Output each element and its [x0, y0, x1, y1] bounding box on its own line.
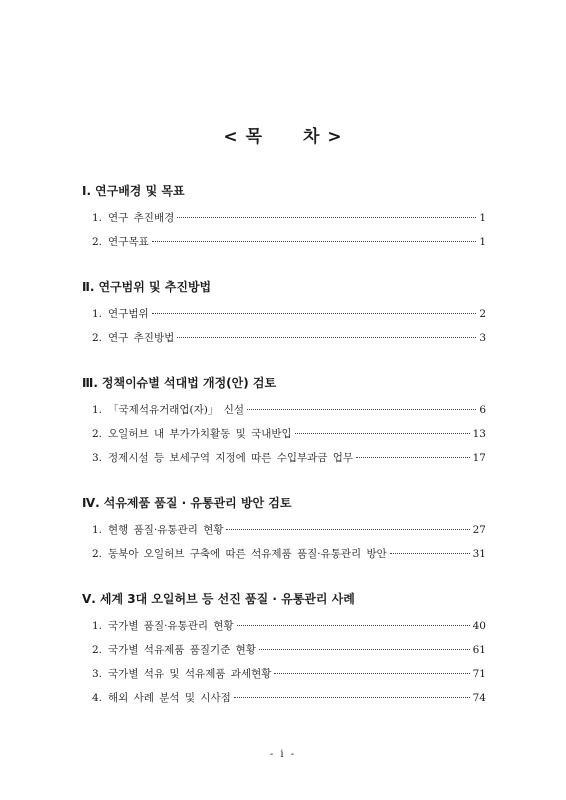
entry-title: 연구범위: [108, 308, 149, 320]
entry-page-number: 74: [472, 692, 486, 704]
dot-leader: [152, 313, 477, 314]
entry-page-number: 13: [472, 428, 486, 440]
toc-entry[interactable]: [82, 326, 486, 350]
toc-entry[interactable]: [82, 206, 486, 230]
dot-leader: [237, 625, 470, 626]
section-number: Ⅰ.: [82, 184, 92, 198]
entry-page-number: 17: [472, 452, 486, 464]
section-number: Ⅲ.: [82, 376, 98, 390]
entry-title: 연구목표: [108, 236, 149, 248]
entry-page-number: 6: [479, 404, 486, 416]
dot-leader: [356, 457, 470, 458]
dot-leader: [274, 673, 469, 674]
dot-leader: [247, 409, 476, 410]
dot-leader: [234, 697, 470, 698]
section-heading: [82, 278, 486, 296]
entry-number: 2.: [92, 332, 103, 344]
entry-number: 1.: [92, 212, 103, 224]
section-number: Ⅳ.: [82, 496, 100, 510]
dot-leader: [259, 649, 470, 650]
entry-page-number: 40: [472, 620, 486, 632]
toc-entry[interactable]: [82, 398, 486, 422]
entry-number: 2.: [92, 548, 103, 560]
page-title-open: < 목: [223, 127, 263, 147]
toc-section: [82, 182, 486, 254]
entry-page-number: 1: [479, 212, 486, 224]
entry-title: 해외 사례 분석 및 시사점: [108, 692, 231, 704]
section-number: Ⅱ.: [82, 280, 95, 294]
toc-entry[interactable]: [82, 302, 486, 326]
entry-title: 오일허브 내 부가가치활동 및 국내반입: [108, 428, 292, 440]
section-title: 석유제품 품질 · 유통관리 방안 검토: [103, 496, 292, 510]
toc-entry[interactable]: [82, 614, 486, 638]
toc-entry[interactable]: [82, 686, 486, 710]
entry-title: 동북아 오일허브 구축에 따른 석유제품 품질·유통관리 방안: [108, 548, 387, 560]
toc-section: [82, 374, 486, 470]
section-heading: [82, 374, 486, 392]
entry-number: 1.: [92, 308, 103, 320]
entry-page-number: 31: [472, 548, 486, 560]
section-number: Ⅴ.: [82, 592, 96, 606]
entry-number: 2.: [92, 428, 103, 440]
toc-entry[interactable]: [82, 542, 486, 566]
entry-number: 2.: [92, 236, 103, 248]
entry-number: 4.: [92, 692, 103, 704]
section-title: 연구배경 및 목표: [95, 184, 185, 198]
entry-title: 국가별 품질·유통관리 현황: [108, 620, 234, 632]
entry-title: 국가별 석유 및 석유제품 과세현황: [108, 668, 272, 680]
entry-title: 정제시설 등 보세구역 지정에 따른 수입부과금 업무: [108, 452, 354, 464]
section-title: 정책이슈별 석대법 개정(안) 검토: [101, 376, 277, 390]
entry-title: 국가별 석유제품 품질기준 현황: [108, 644, 256, 656]
toc-entry[interactable]: [82, 518, 486, 542]
entry-page-number: 71: [472, 668, 486, 680]
entry-number: 1.: [92, 620, 103, 632]
toc-section: [82, 590, 486, 710]
entry-page-number: 61: [472, 644, 486, 656]
entry-number: 2.: [92, 644, 103, 656]
entry-number: 1.: [92, 524, 103, 536]
dot-leader: [177, 217, 476, 218]
page-number: - i -: [269, 749, 297, 760]
toc-entry[interactable]: [82, 662, 486, 686]
page-title: [0, 122, 566, 147]
section-heading: [82, 182, 486, 200]
table-of-contents: [82, 182, 486, 710]
dot-leader: [295, 433, 470, 434]
entry-page-number: 3: [479, 332, 486, 344]
toc-entry[interactable]: [82, 230, 486, 254]
entry-number: 3.: [92, 452, 103, 464]
entry-title: 「국제석유거래업(자)」 신설: [108, 404, 244, 416]
section-heading: [82, 590, 486, 608]
page-title-close: 차 >: [303, 127, 343, 147]
toc-entry[interactable]: [82, 422, 486, 446]
entry-page-number: 27: [472, 524, 486, 536]
entry-title: 현행 품질·유통관리 현황: [108, 524, 224, 536]
toc-entry[interactable]: [82, 638, 486, 662]
toc-entry[interactable]: [82, 446, 486, 470]
entry-number: 1.: [92, 404, 103, 416]
dot-leader: [152, 241, 477, 242]
entry-page-number: 1: [479, 236, 486, 248]
toc-section: [82, 494, 486, 566]
entry-page-number: 2: [479, 308, 486, 320]
dot-leader: [390, 553, 470, 554]
toc-section: [82, 278, 486, 350]
dot-leader: [177, 337, 476, 338]
section-heading: [82, 494, 486, 512]
entry-title: 연구 추진배경: [108, 212, 175, 224]
section-title: 세계 3대 오일허브 등 선진 품질 · 유통관리 사례: [99, 592, 355, 606]
section-title: 연구범위 및 추진방법: [98, 280, 212, 294]
entry-number: 3.: [92, 668, 103, 680]
entry-title: 연구 추진방법: [108, 332, 175, 344]
dot-leader: [226, 529, 469, 530]
